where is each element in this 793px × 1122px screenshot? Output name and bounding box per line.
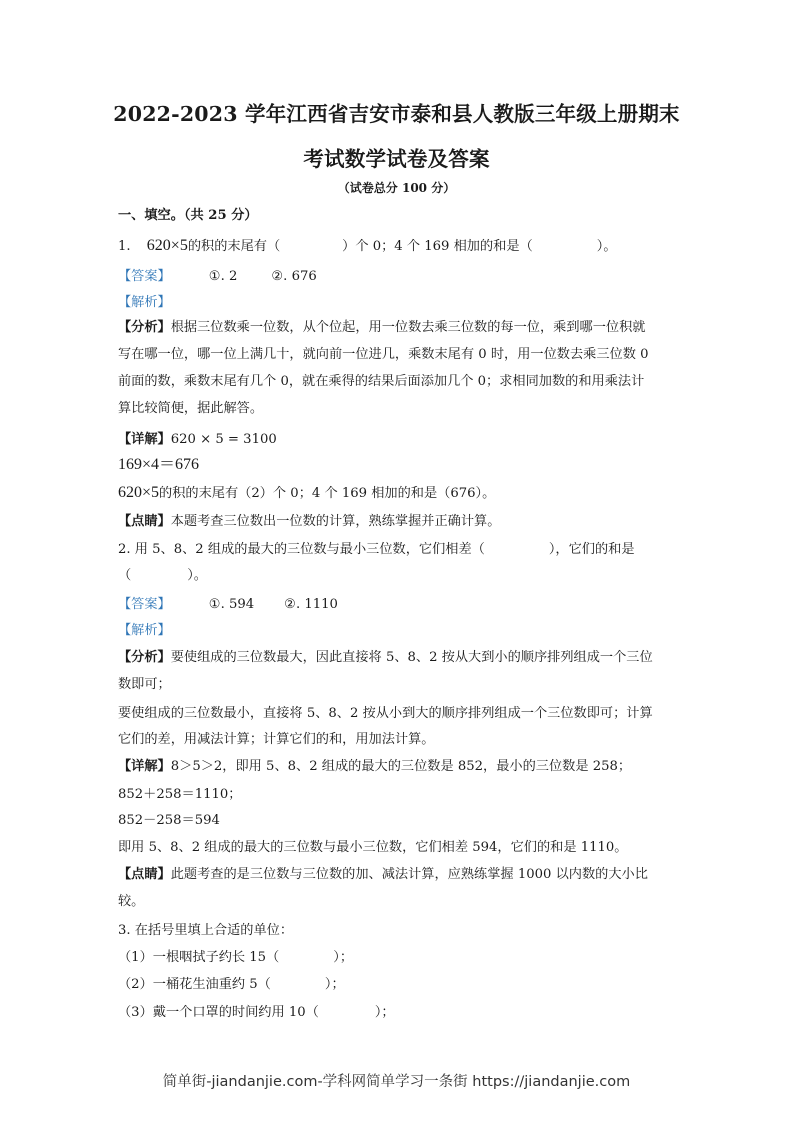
fenxi-line xyxy=(118,649,653,667)
fenxi-text: 前面的数，乘数末尾有几个 0，就在乘得的结果后面添加几个 0；求相同加数的和用乘法计 xyxy=(118,374,645,389)
question-3-item-3 xyxy=(118,1004,395,1022)
page-title-line2: 考试数学试卷及答案 xyxy=(303,147,490,171)
item-text: （1）一根咽拭子约长 15（ xyxy=(118,950,280,965)
fenxi-label: 【分析】 xyxy=(118,650,171,665)
math-expression: 620×5 xyxy=(118,484,160,501)
item-text: ）； xyxy=(324,977,345,992)
xiangjie-line xyxy=(118,758,631,776)
answer-line xyxy=(118,268,317,286)
dianjing-text: 较。 xyxy=(118,894,145,909)
fenxi-text: 算比较简便，据此解答。 xyxy=(118,401,264,416)
answer-value: ①. 2 xyxy=(208,269,238,284)
math-expression: 169×4＝676 xyxy=(118,456,200,473)
stem-text: 的积的末尾有（ xyxy=(187,239,281,254)
stem-text: （ xyxy=(118,568,132,583)
xiangjie-line xyxy=(118,431,277,449)
answer-line xyxy=(118,596,338,614)
stem-text: 2. 用 5、8、2 组成的最大的三位数与最小三位数，它们相差（ xyxy=(118,542,485,557)
dianjing-line xyxy=(118,866,648,884)
math-expression: 620×5 xyxy=(146,237,188,254)
stem-text: ），它们的和是 xyxy=(548,542,635,557)
xiangjie-label: 【详解】 xyxy=(118,759,171,774)
fenxi-text: 根据三位数乘一位数，从个位起，用一位数去乘三位数的每一位，乘到哪一位积就 xyxy=(170,320,646,335)
fenxi-text: 写在哪一位，哪一位上满几十，就向前一位进几，乘数末尾有 0 时，用一位数去乘三位数 0 xyxy=(118,347,649,362)
dianjing-line xyxy=(118,513,500,531)
answer-label: 【答案】 xyxy=(118,269,171,284)
question-3-stem: 3. 在括号里填上合适的单位： xyxy=(118,923,294,938)
page-subtitle: （试卷总分 100 分） xyxy=(337,181,456,195)
item-text: ）； xyxy=(374,1005,395,1020)
question-3-item-1 xyxy=(118,949,353,967)
xiangjie-label: 【详解】 xyxy=(118,432,171,447)
item-text: （2）一桶花生油重约 5（ xyxy=(118,977,271,992)
dianjing-label: 【点睛】 xyxy=(118,867,171,882)
dianjing-text: 此题考查的是三位数与三位数的加、减法计算，应熟练掌握 1000 以内数的大小比 xyxy=(170,867,648,882)
section-heading: 一、填空。（共 25 分） xyxy=(118,208,258,223)
xiangjie-text: 8＞5＞2，即用 5、8、2 组成的最大的三位数是 852，最小的三位数是 258； xyxy=(170,759,632,774)
stem-text: ）。 xyxy=(187,568,207,583)
xiangjie-text: 852＋258＝1110； xyxy=(118,787,242,802)
question-3-item-2 xyxy=(118,976,345,994)
xiangjie-text: 即用 5、8、2 组成的最大的三位数与最小三位数，它们相差 594，它们的和是 1110。 xyxy=(118,840,628,855)
answer-value: ②. 1110 xyxy=(284,597,338,612)
item-text: ）； xyxy=(333,950,354,965)
dianjing-label: 【点睛】 xyxy=(118,514,171,529)
question-number: 1. xyxy=(118,239,131,254)
analysis-label: 【解析】 xyxy=(118,295,171,310)
answer-value: ①. 594 xyxy=(208,597,255,612)
fenxi-text: 要使组成的三位数最大，因此直接将 5、8、2 按从大到小的顺序排列组成一个三位 xyxy=(170,650,653,665)
math-expression: 620 × 5 = 3100 xyxy=(170,432,277,447)
fenxi-text: 要使组成的三位数最小，直接将 5、8、2 按从小到大的顺序排列组成一个三位数即可；计算 xyxy=(118,706,653,721)
stem-text: ）。 xyxy=(596,239,617,254)
question-2-stem-cont xyxy=(118,567,207,585)
stem-text: ）个 0；4 个 169 相加的和是（ xyxy=(342,239,533,254)
page-footer: 简单街-jiandanjie.com-学科网简单学习一条街 https://jiandanjie.com xyxy=(162,1074,631,1090)
fenxi-label: 【分析】 xyxy=(118,320,171,335)
question-2-stem xyxy=(118,541,635,559)
answer-label: 【答案】 xyxy=(118,597,171,612)
fenxi-text: 它们的差，用减法计算；计算它们的和，用加法计算。 xyxy=(118,732,435,747)
item-text: （3）戴一个口罩的时间约用 10（ xyxy=(118,1005,319,1020)
conclusion-text: 的积的末尾有（2）个 0；4 个 169 相加的和是（676）。 xyxy=(159,486,496,501)
page-title-line1: 2022-2023 学年江西省吉安市泰和县人教版三年级上册期末 xyxy=(113,102,680,126)
question-1-stem xyxy=(118,237,617,256)
fenxi-line xyxy=(118,319,646,337)
conclusion-line xyxy=(118,484,495,503)
analysis-label: 【解析】 xyxy=(118,623,171,638)
answer-value: ②. 676 xyxy=(271,269,317,284)
dianjing-text: 本题考查三位数出一位数的计算，熟练掌握并正确计算。 xyxy=(170,514,501,529)
fenxi-text: 数即可； xyxy=(118,677,171,692)
xiangjie-text: 852－258＝594 xyxy=(118,813,220,828)
